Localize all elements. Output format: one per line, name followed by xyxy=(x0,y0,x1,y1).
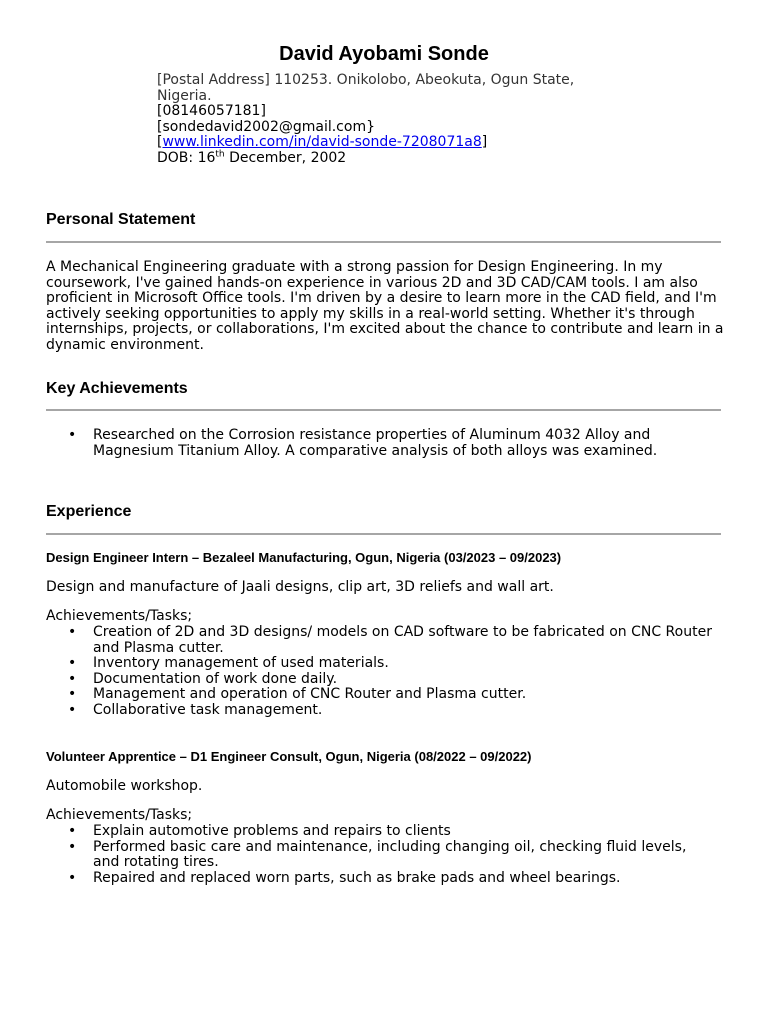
list-item: • Inventory management of used materials. xyxy=(46,656,716,672)
email-address: [sondedavid2002@gmail.com} xyxy=(157,118,375,135)
list-item: • Explain automotive problems and repairs to clients xyxy=(46,824,716,840)
dob-ordinal: th xyxy=(215,149,225,160)
job-tasks-list xyxy=(46,625,716,719)
key-achievements-list xyxy=(46,428,716,459)
tasks-label: Achievements/Tasks; xyxy=(46,608,193,624)
job-title: Volunteer Apprentice – D1 Engineer Consult, Ogun, Nigeria (08/2022 – 09/2022) xyxy=(46,749,532,764)
list-item: • Creation of 2D and 3D designs/ models on CAD software to be fabricated on CNC Router and Plasma cutter. xyxy=(46,625,716,656)
list-item: • Performed basic care and maintenance, including changing oil, checking fluid levels, and rotating tires. xyxy=(46,840,716,871)
job-tasks-list xyxy=(46,824,716,886)
date-of-birth xyxy=(157,151,597,167)
job-description: Automobile workshop. xyxy=(46,778,203,794)
contact-block xyxy=(157,73,597,167)
list-item: • Documentation of work done daily. xyxy=(46,672,716,688)
linkedin-link[interactable]: www.linkedin.com/in/david-sonde-7208071a8 xyxy=(162,134,482,151)
phone-number: [08146057181] xyxy=(157,103,266,120)
postal-address: [Postal Address] 110253. Onikolobo, Abeokuta, Ogun State, Nigeria. xyxy=(157,72,575,104)
list-item: • Management and operation of CNC Router and Plasma cutter. xyxy=(46,687,716,703)
tasks-label: Achievements/Tasks; xyxy=(46,807,193,823)
experience-heading: Experience xyxy=(46,503,132,520)
job-description: Design and manufacture of Jaali designs, clip art, 3D reliefs and wall art. xyxy=(46,579,554,595)
job-title: Design Engineer Intern – Bezaleel Manufacturing, Ogun, Nigeria (03/2023 – 09/2023) xyxy=(46,550,562,565)
section-divider xyxy=(46,533,721,535)
section-divider xyxy=(46,409,721,411)
dob-suffix: December, 2002 xyxy=(224,149,347,166)
dob-prefix: DOB: 16 xyxy=(157,149,216,166)
personal-statement-heading: Personal Statement xyxy=(46,211,196,228)
personal-statement-text: A Mechanical Engineering graduate with a strong passion for Design Engineering. In my coursework, I've gained hands-on experience in various 2D and 3D CAD/CAM tools. I am also proficient in Microsoft Office tools. I'm driven by a desire to learn more in the CAD field, and I'm actively seeking opportunities to apply my skills in a real-world setting. Whether it's through internships, projects, or collaborations, I'm excited about the chance to contribute and learn in a dynamic environment. xyxy=(46,259,724,353)
list-item: • Repaired and replaced worn parts, such as brake pads and wheel bearings. xyxy=(46,871,716,887)
list-item: • Collaborative task management. xyxy=(46,703,716,719)
linkedin-open-bracket: [ xyxy=(157,134,163,151)
linkedin-close-bracket: ] xyxy=(481,134,488,151)
candidate-name: David Ayobami Sonde xyxy=(279,43,489,65)
key-achievements-heading: Key Achievements xyxy=(46,380,188,397)
list-item: • Researched on the Corrosion resistance properties of Aluminum 4032 Alloy and Magnesium Titanium Alloy. A comparative analysis of both alloys was examined. xyxy=(46,428,716,459)
section-divider xyxy=(46,241,721,243)
